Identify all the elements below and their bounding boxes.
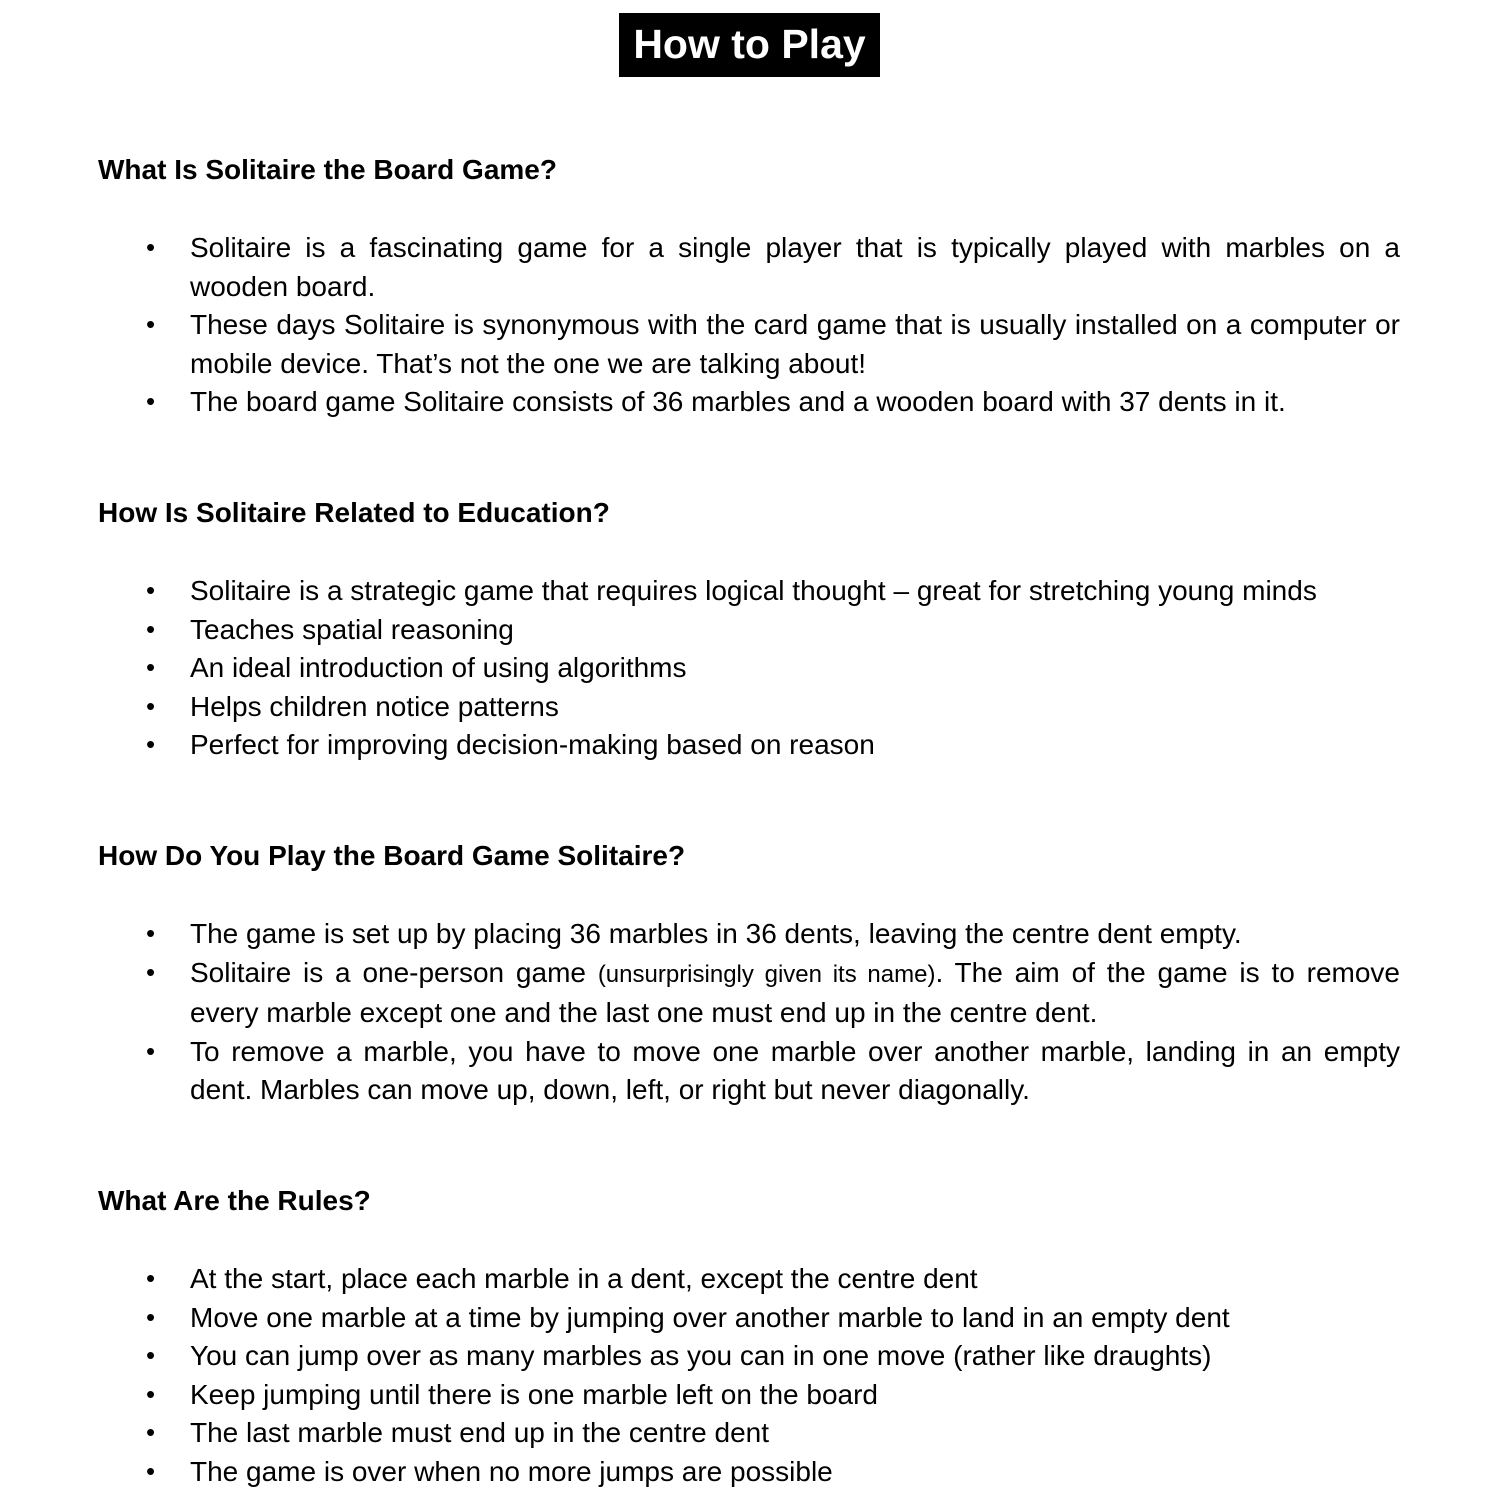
bullet-text: At the start, place each marble in a dent, except the centre dent — [190, 1262, 978, 1294]
list-item — [146, 726, 1400, 765]
bullet-icon: • — [146, 232, 156, 262]
bullet-text: Keep jumping until there is one marble left on the board — [190, 1378, 878, 1410]
bullet-icon: • — [146, 1035, 156, 1066]
bullet-icon: • — [146, 1262, 156, 1293]
bullet-icon: • — [146, 309, 156, 340]
bullet-text: The last marble must end up in the centre dent — [190, 1417, 769, 1449]
bullet-icon: • — [146, 729, 156, 760]
list-item — [146, 1337, 1400, 1376]
bullet-text: You can jump over as many marbles as you can in one move (rather like draughts) — [190, 1340, 1212, 1372]
list-item — [146, 306, 1400, 383]
bullet-icon: • — [146, 574, 156, 605]
bullet-text: The game is set up by placing 36 marbles in 36 dents, leaving the centre dent empty. — [190, 917, 1242, 949]
section-heading-rules: What Are the Rules? — [98, 1184, 371, 1216]
list-item — [146, 1414, 1400, 1453]
page-title: How to Play — [619, 13, 879, 77]
bullet-icon: • — [146, 386, 156, 417]
bullet-text: Solitaire is a strategic game that requires logical thought – great for stretching young minds — [190, 574, 1317, 606]
bullet-list-rules — [146, 1260, 1400, 1492]
list-item — [146, 572, 1400, 611]
list-item — [146, 649, 1400, 688]
bullet-icon: • — [146, 613, 156, 644]
section-heading-how-to-play-board-game: How Do You Play the Board Game Solitaire? — [98, 839, 686, 871]
bullet-list-what-is-solitaire — [146, 229, 1400, 422]
bullet-icon: • — [146, 652, 156, 683]
bullet-icon: • — [146, 1301, 156, 1332]
bullet-text-normal: Solitaire is a one-person game — [190, 956, 598, 988]
bullet-icon: • — [146, 690, 156, 721]
bullet-text — [190, 957, 1400, 1029]
bullet-text: Helps children notice patterns — [190, 690, 559, 722]
section-heading-what-is-solitaire: What Is Solitaire the Board Game? — [98, 154, 557, 185]
list-item — [146, 688, 1400, 727]
bullet-text: Teaches spatial reasoning — [190, 613, 514, 645]
bullet-text: An ideal introduction of using algorithms — [190, 652, 687, 684]
list-item — [146, 1453, 1400, 1492]
bullet-text-small: (unsurprisingly given its name) — [597, 960, 936, 988]
section-heading-education: How Is Solitaire Related to Education? — [98, 496, 610, 528]
bullet-icon: • — [146, 1455, 156, 1486]
bullet-icon: • — [146, 1417, 156, 1448]
bullet-icon: • — [146, 917, 156, 948]
bullet-text-normal: . The aim of the game is to remove every marble except one and the last one must end up in the centre dent. — [190, 956, 1400, 1029]
bullet-list-how-to-play — [146, 915, 1400, 1110]
list-item — [146, 611, 1400, 650]
bullet-text: Solitaire is a fascinating game for a single player that is typically played with marbles on a wooden board. — [190, 232, 1400, 302]
bullet-text: These days Solitaire is synonymous with the card game that is usually installed on a computer or mobile device. That’s not the one we are talking about! — [190, 309, 1400, 379]
list-item — [146, 229, 1400, 306]
title-bar — [0, 0, 1499, 77]
bullet-text: The game is over when no more jumps are possible — [190, 1455, 833, 1487]
list-item — [146, 915, 1400, 954]
bullet-text: The board game Solitaire consists of 36 marbles and a wooden board with 37 dents in it. — [190, 386, 1286, 418]
bullet-icon: • — [146, 1340, 156, 1371]
bullet-icon: • — [146, 1378, 156, 1409]
list-item — [146, 1033, 1400, 1110]
list-item — [146, 1376, 1400, 1415]
bullet-text: To remove a marble, you have to move one marble over another marble, landing in an empty dent. Marbles can move up, down, left, or right but never diagonally. — [190, 1035, 1400, 1106]
bullet-text: Move one marble at a time by jumping over another marble to land in an empty dent — [190, 1301, 1230, 1333]
list-item — [146, 383, 1400, 422]
list-item — [146, 1299, 1400, 1338]
list-item — [146, 954, 1400, 1033]
bullet-icon: • — [146, 956, 156, 987]
bullet-list-education — [146, 572, 1400, 765]
bullet-text: Perfect for improving decision-making based on reason — [190, 729, 875, 761]
list-item — [146, 1260, 1400, 1299]
